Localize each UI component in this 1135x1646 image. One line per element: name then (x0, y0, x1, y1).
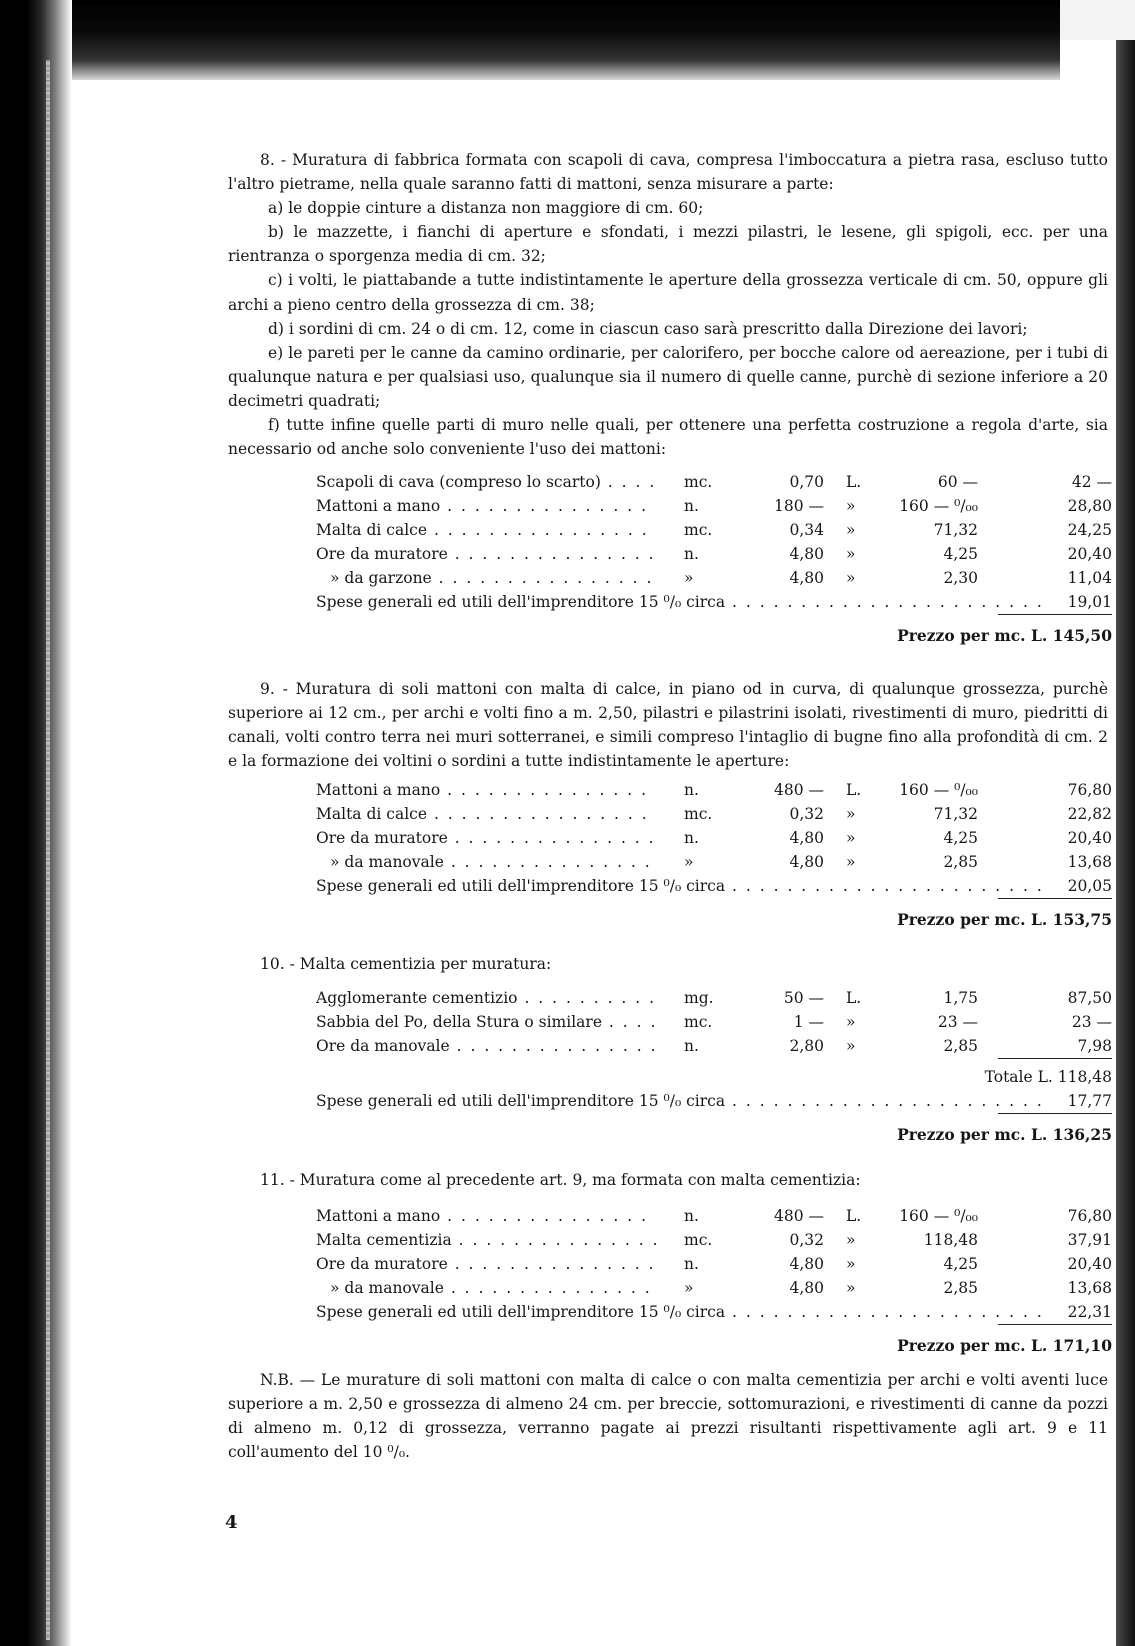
article-8-item-e: e) le pareti per le canne da camino ordinarie, per calorifero, per bocche calore od aereazione, per i tubi di qualunque natura e per qualsiasi uso, qualunque sia il numero di quelle canne, purchè di sezione inferiore a 20 decimetri quadrati; (228, 343, 1108, 410)
row-unit: n. (684, 1255, 699, 1273)
table-row (228, 1010, 1112, 1034)
table-row (228, 1228, 1112, 1252)
row-rate-prefix: » (846, 1037, 856, 1055)
spese-amount: 20,05 (998, 874, 1112, 899)
row-quantity: 480 — (773, 781, 824, 799)
table-row (228, 826, 1112, 850)
row-unit: » (684, 1279, 694, 1297)
table-row (228, 566, 1112, 590)
row-unit: n. (684, 1037, 699, 1055)
row-description: Ore da muratore . . . (316, 826, 656, 850)
row-rate: 4,25 (943, 829, 978, 847)
row-description: Ore da muratore . . . (316, 542, 656, 566)
table-row (228, 470, 1112, 494)
table-row-spese (228, 590, 1112, 614)
row-amount: 7,98 (998, 1034, 1112, 1059)
table-row (228, 778, 1112, 802)
row-rate-prefix: » (846, 545, 856, 563)
spese-label: Spese generali ed utili dell'imprenditore 15 ⁰/₀ circa . . . (316, 1300, 1096, 1324)
row-rate: 2,85 (943, 1279, 978, 1297)
article-9-intro: 9. - Muratura di soli mattoni con malta di calce, in piano od in curva, di qualunque grossezza, purchè superiore ai 12 cm., per archi e volti fino a m. 2,50, pilastri e pilastrini isolati, rivestimenti di muro, piedritti di canali, volti contro terra nei muri sotterranei, e simili compreso l'intaglio di bugne fino alla profondità di cm. 2 e la formazione dei voltini o sordini a tutte indistintamente le aperture: (228, 680, 1108, 771)
price-total: Prezzo per mc. L. 145,50 (897, 626, 1112, 645)
table-row (228, 986, 1112, 1010)
row-rate: 2,85 (943, 853, 978, 871)
table-row (228, 494, 1112, 518)
article-10-intro: 10. - Malta cementizia per muratura: (260, 955, 552, 973)
row-rate: 1,75 (943, 989, 978, 1007)
row-unit: mg. (684, 989, 714, 1007)
row-description: » da manovale . . . (316, 1276, 656, 1300)
article-11-cost-table (228, 1204, 1112, 1364)
row-rate-prefix: L. (846, 989, 862, 1007)
article-8-cost-table (228, 470, 1112, 660)
spese-amount: 19,01 (998, 590, 1112, 615)
row-rate-prefix: » (846, 1231, 856, 1249)
table-row (228, 850, 1112, 874)
row-quantity: 4,80 (789, 829, 824, 847)
row-rate: 71,32 (933, 805, 978, 823)
row-quantity: 4,80 (789, 1255, 824, 1273)
subtotal-row (228, 1065, 1112, 1089)
scan-top-shadow (0, 0, 1060, 80)
article-9-cost-table (228, 778, 1112, 938)
row-unit: mc. (684, 1231, 713, 1249)
row-amount: 42 — (1071, 473, 1112, 491)
article-8-intro: 8. - Muratura di fabbrica formata con scapoli di cava, compresa l'imboccatura a pietra rasa, escluso tutto l'altro pietrame, nella quale saranno fatti di mattoni, senza misurare a parte: (228, 151, 1108, 194)
nota-bene (228, 1368, 1108, 1464)
row-rate-prefix: L. (846, 1207, 862, 1225)
scan-right-edge (1116, 40, 1135, 1646)
row-unit: n. (684, 1207, 699, 1225)
row-description: Malta di calce . . . (316, 518, 656, 542)
row-rate-prefix: » (846, 569, 856, 587)
row-quantity: 480 — (773, 1207, 824, 1225)
row-rate-prefix: » (846, 1255, 856, 1273)
row-description: Mattoni a mano . . . (316, 494, 656, 518)
row-description: » da garzone . . . (316, 566, 656, 590)
article-8-item-a: a) le doppie cinture a distanza non maggiore di cm. 60; (268, 199, 704, 218)
row-amount: 87,50 (1067, 989, 1112, 1007)
article-8 (228, 148, 1108, 461)
row-unit: n. (684, 829, 699, 847)
table-row (228, 802, 1112, 826)
price-total: Prezzo per mc. L. 171,10 (897, 1336, 1112, 1355)
nota-bene-text: N.B. — Le murature di soli mattoni con malta di calce o con malta cementizia per archi e volti aventi luce superiore a m. 2,50 e grossezza di almeno 24 cm. per breccie, sottomurazioni, e rivestimenti di canne da pozzi di almeno m. 0,12 di grossezza, verranno pagate ai prezzi risultanti rispettivamente agli art. 9 e 11 coll'aumento del 10 ⁰/₀. (228, 1371, 1108, 1462)
row-unit: n. (684, 781, 699, 799)
row-description: Scapoli di cava (compreso lo scarto) . . . (316, 470, 656, 494)
article-8-item-c: c) i volti, le piattabande a tutte indistintamente le aperture della grossezza verticale di cm. 50, oppure gli archi a pieno centro della grossezza di cm. 38; (228, 271, 1108, 314)
table-row (228, 1276, 1112, 1300)
row-rate: 4,25 (943, 1255, 978, 1273)
price-total: Prezzo per mc. L. 153,75 (897, 910, 1112, 929)
article-11 (228, 1168, 1108, 1192)
article-8-item-b: b) le mazzette, i fianchi di aperture e sfondati, i mezzi pilastri, le lesene, gli spigoli, ecc. per una rientranza o sporgenza media di cm. 32; (228, 223, 1108, 266)
row-quantity: 4,80 (789, 853, 824, 871)
row-amount: 28,80 (1067, 497, 1112, 515)
row-description: » da manovale . . . (316, 850, 656, 874)
row-amount: 23 — (1071, 1013, 1112, 1031)
row-description: Ore da manovale . . . (316, 1034, 656, 1058)
row-rate: 23 — (937, 1013, 978, 1031)
row-quantity: 0,32 (789, 1231, 824, 1249)
row-unit: » (684, 853, 694, 871)
row-unit: mc. (684, 473, 713, 491)
article-9 (228, 677, 1108, 773)
row-quantity: 4,80 (789, 569, 824, 587)
spese-label: Spese generali ed utili dell'imprenditore 15 ⁰/₀ circa . . . (316, 874, 1096, 898)
row-amount: 24,25 (1067, 521, 1112, 539)
table-row (228, 1204, 1112, 1228)
row-amount: 20,40 (1067, 1255, 1112, 1273)
table-row (228, 518, 1112, 542)
row-rate-prefix: » (846, 497, 856, 515)
row-rate-prefix: » (846, 829, 856, 847)
row-quantity: 2,80 (789, 1037, 824, 1055)
row-description: Malta di calce . . . (316, 802, 656, 826)
row-quantity: 0,32 (789, 805, 824, 823)
row-amount: 37,91 (1067, 1231, 1112, 1249)
row-amount: 76,80 (1067, 1207, 1112, 1225)
row-rate-prefix: » (846, 805, 856, 823)
row-unit: mc. (684, 1013, 713, 1031)
row-unit: n. (684, 497, 699, 515)
row-rate-prefix: L. (846, 473, 862, 491)
row-description: Ore da muratore . . . (316, 1252, 656, 1276)
spese-label: Spese generali ed utili dell'imprenditore 15 ⁰/₀ circa . . . (316, 1089, 1096, 1113)
price-row (228, 1334, 1112, 1358)
row-description: Sabbia del Po, della Stura o similare . . . (316, 1010, 656, 1034)
table-row (228, 542, 1112, 566)
row-amount: 76,80 (1067, 781, 1112, 799)
row-unit: mc. (684, 521, 713, 539)
price-row (228, 908, 1112, 932)
table-row (228, 1252, 1112, 1276)
row-amount: 20,40 (1067, 545, 1112, 563)
table-row-spese (228, 1089, 1112, 1113)
row-quantity: 50 — (783, 989, 824, 1007)
table-row-spese (228, 874, 1112, 898)
price-row (228, 624, 1112, 648)
row-rate: 160 — ⁰/₀₀ (899, 497, 978, 515)
row-quantity: 0,70 (789, 473, 824, 491)
price-row (228, 1123, 1112, 1147)
article-8-item-d: d) i sordini di cm. 24 o di cm. 12, come in ciascun caso sarà prescritto dalla Direzione dei lavori; (268, 319, 1028, 338)
row-amount: 22,82 (1067, 805, 1112, 823)
article-10-cost-table (228, 986, 1112, 1166)
scan-top-right-corner (1060, 0, 1135, 40)
row-rate: 4,25 (943, 545, 978, 563)
row-quantity: 4,80 (789, 1279, 824, 1297)
article-11-intro: 11. - Muratura come al precedente art. 9, ma formata con malta cementizia: (260, 1171, 861, 1189)
row-rate-prefix: » (846, 1013, 856, 1031)
row-rate: 2,85 (943, 1037, 978, 1055)
row-rate: 2,30 (943, 569, 978, 587)
spese-label: Spese generali ed utili dell'imprenditore 15 ⁰/₀ circa . . . (316, 590, 1096, 614)
row-unit: » (684, 569, 694, 587)
scan-binding-edge (0, 0, 72, 1646)
row-rate: 71,32 (933, 521, 978, 539)
row-quantity: 0,34 (789, 521, 824, 539)
spese-amount: 22,31 (998, 1300, 1112, 1325)
row-rate: 160 — ⁰/₀₀ (899, 1207, 978, 1225)
row-rate: 60 — (937, 473, 978, 491)
row-rate: 118,48 (923, 1231, 978, 1249)
article-8-item-f: f) tutte infine quelle parti di muro nelle quali, per ottenere una perfetta costruzione a regola d'arte, sia necessario od anche solo conveniente l'uso dei mattoni: (228, 416, 1108, 459)
row-unit: n. (684, 545, 699, 563)
table-row-spese (228, 1300, 1112, 1324)
row-amount: 13,68 (1067, 853, 1112, 871)
row-unit: mc. (684, 805, 713, 823)
row-description: Agglomerante cementizio . . . (316, 986, 656, 1010)
subtotal: Totale L. 118,48 (984, 1068, 1112, 1086)
table-row (228, 1034, 1112, 1058)
row-amount: 11,04 (1067, 569, 1112, 587)
row-description: Malta cementizia . . . (316, 1228, 656, 1252)
spese-amount: 17,77 (998, 1089, 1112, 1114)
row-rate-prefix: » (846, 853, 856, 871)
row-amount: 13,68 (1067, 1279, 1112, 1297)
price-total: Prezzo per mc. L. 136,25 (897, 1125, 1112, 1144)
row-quantity: 4,80 (789, 545, 824, 563)
row-rate-prefix: L. (846, 781, 862, 799)
row-amount: 20,40 (1067, 829, 1112, 847)
row-description: Mattoni a mano . . . (316, 1204, 656, 1228)
row-quantity: 180 — (773, 497, 824, 515)
row-rate-prefix: » (846, 521, 856, 539)
row-rate: 160 — ⁰/₀₀ (899, 781, 978, 799)
row-description: Mattoni a mano . . . (316, 778, 656, 802)
page-number: 4 (225, 1512, 238, 1533)
row-rate-prefix: » (846, 1279, 856, 1297)
row-quantity: 1 — (793, 1013, 824, 1031)
article-10 (228, 952, 1108, 976)
